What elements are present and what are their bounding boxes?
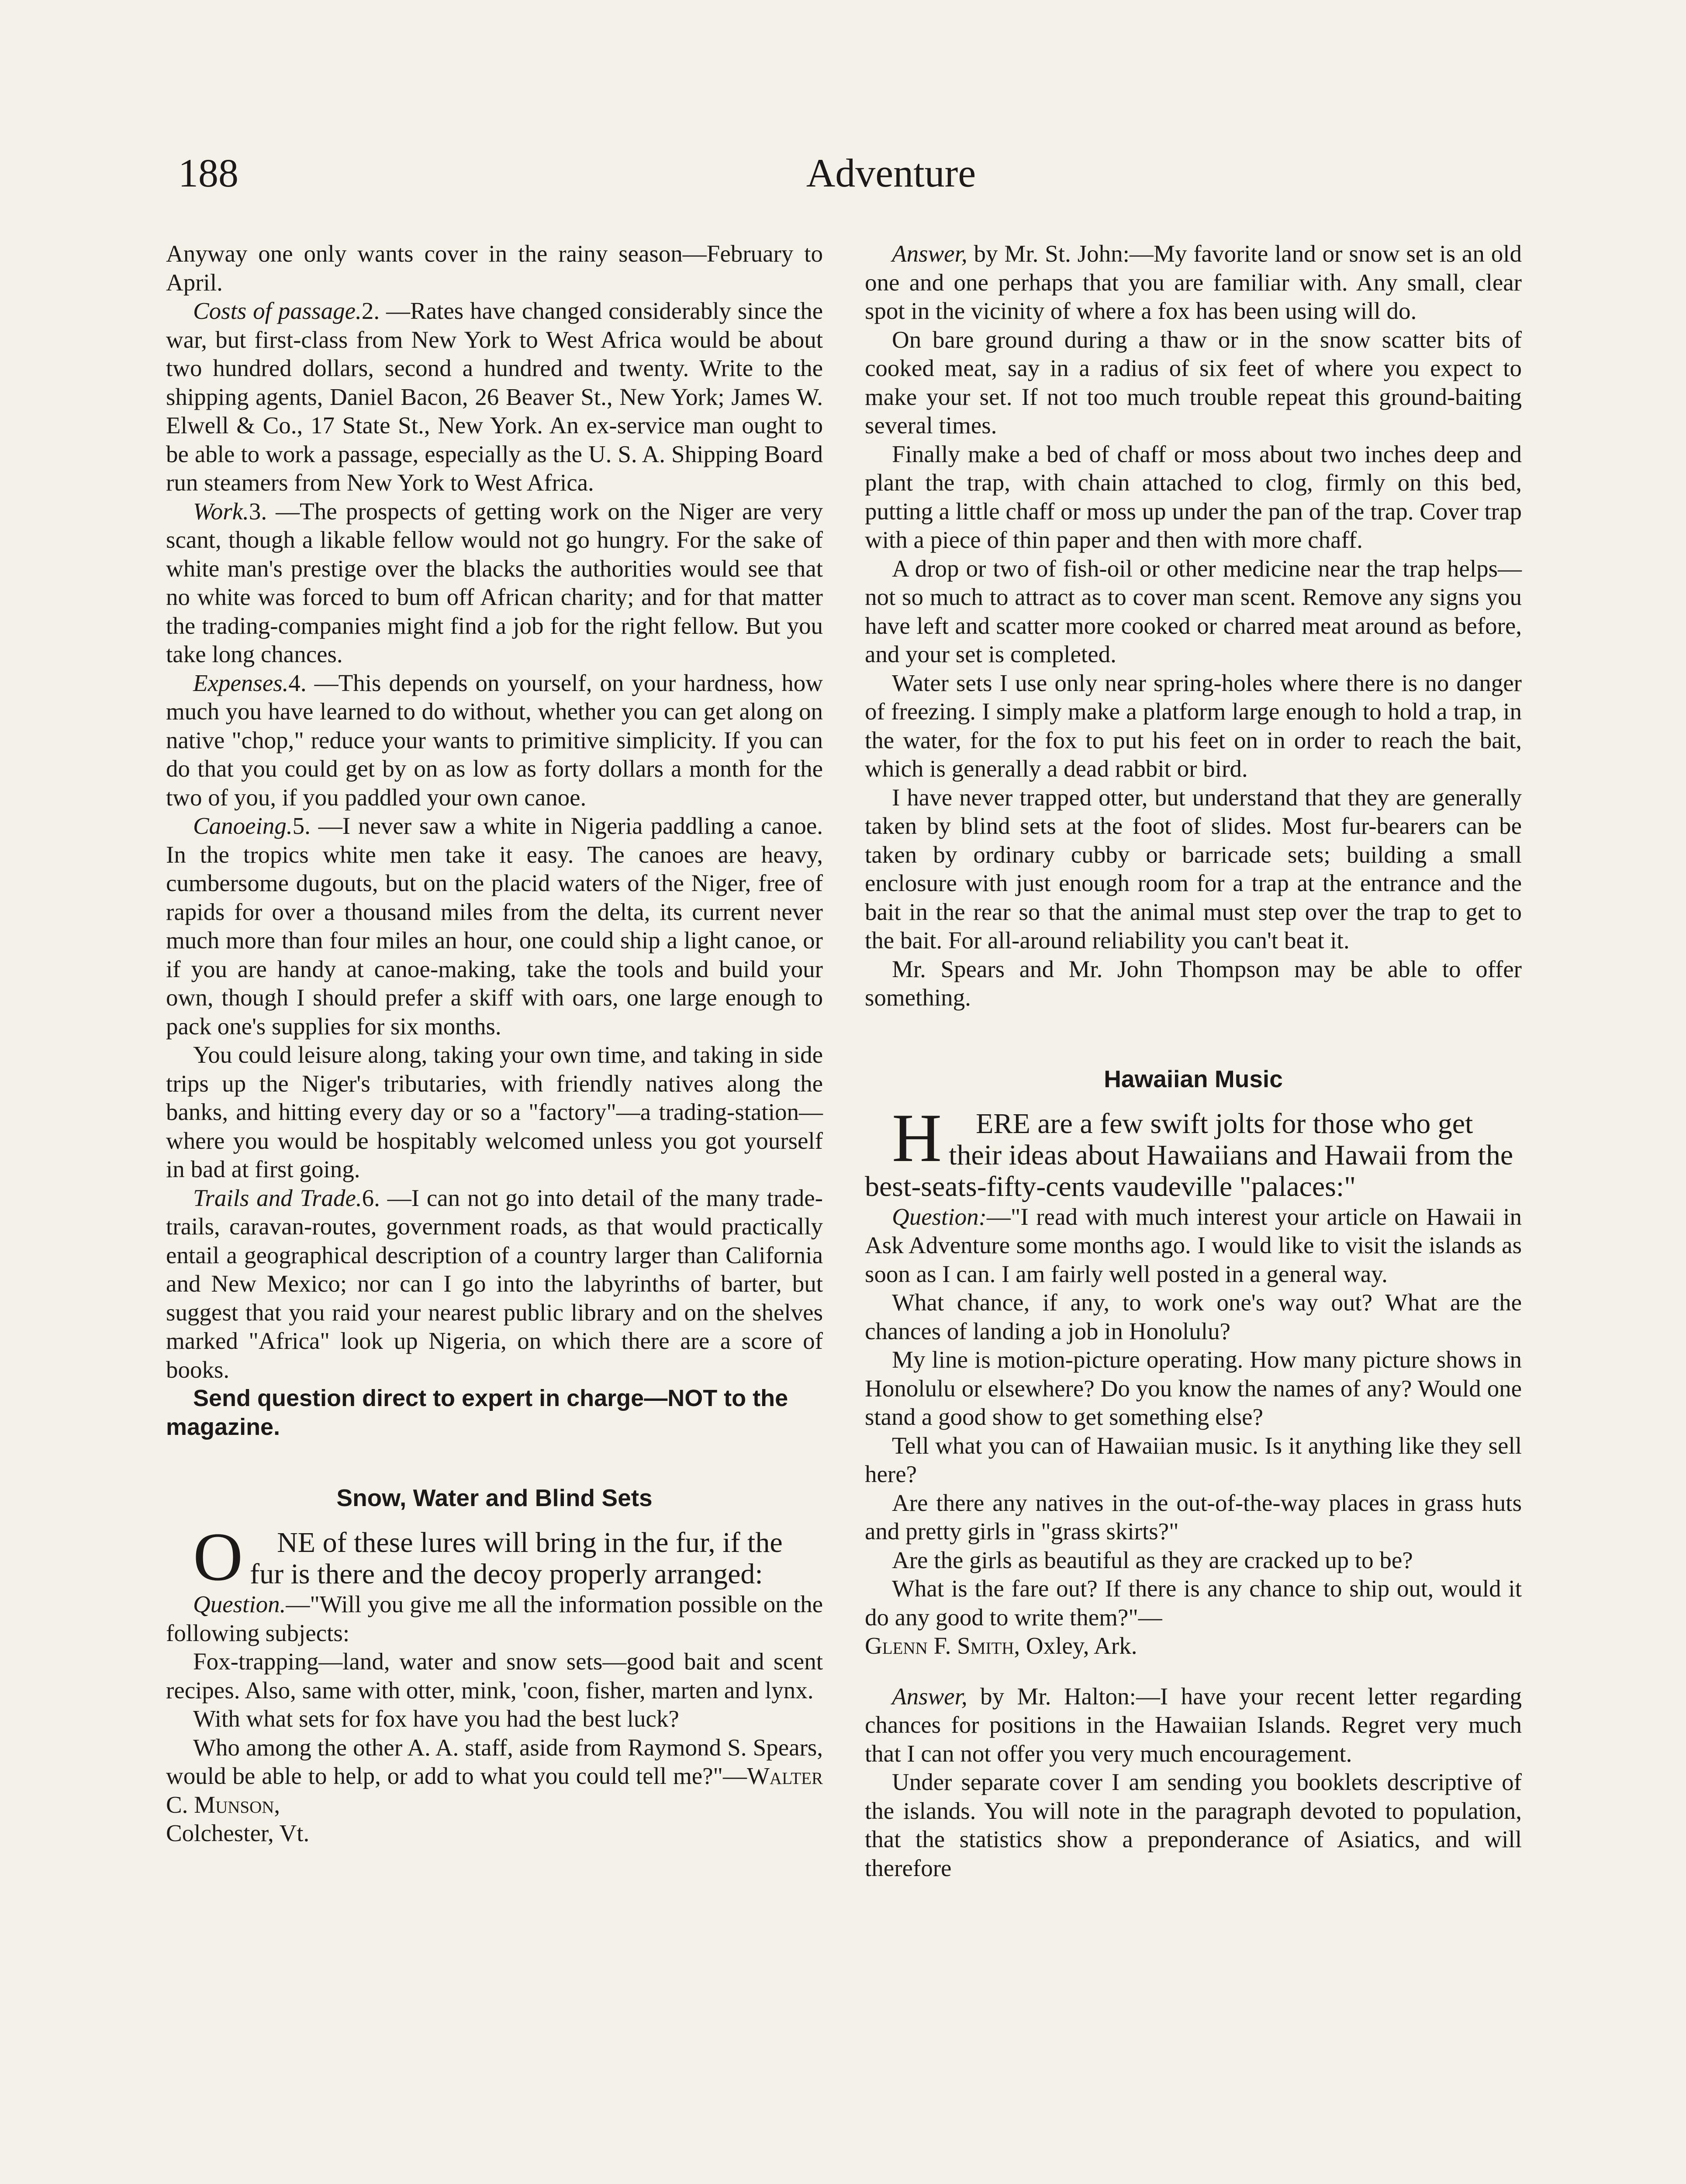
drop-cap: O: [193, 1519, 243, 1595]
paragraph-text: What is the fare out? If there is any chance to ship out, would it do any good to write them?"—: [865, 1575, 1522, 1631]
page-number: 188: [178, 151, 238, 195]
section-heading: Hawaiian Music: [1104, 1065, 1283, 1092]
answer-paragraph: [865, 239, 1522, 325]
paragraph: Are the girls as beautiful as they are cracked up to be?: [892, 1546, 1413, 1573]
paragraph-canoeing: [166, 812, 823, 1040]
paragraph-text: 2. —Rates have changed considerably since the war, but first-class from New York to West Africa would be about two hundred dollars, second a hundred and twenty. Write to the shipping agents, Daniel Bacon, 26 Beaver St., New York; James W. Elwell & Co., 17 State St., New York. An ex-service man ought to be able to work a passage, especially as the U. S. A. Shipping Board run steamers from New York to West Africa.: [166, 297, 823, 496]
paragraph-text: 3. —The prospects of getting work on the Niger are very scant, though a likable fellow would not go hungry. For the sake of white man's prestige over the blacks the authorities would see that no white was forced to bum off African charity; and for that matter the trading-companies might find a job for the right fellow. But you take long chances.: [166, 498, 823, 667]
paragraph-text: 4. —This depends on yourself, on your hardness, how much you have learned to do without, whether you can get along on native "chop," reduce your wants to primitive simplicity. If you can do that you could get by on as low as forty dollars a month for the two of you, if you paddled your own canoe.: [166, 669, 823, 811]
paragraph: Mr. Spears and Mr. John Thompson may be able to offer something.: [865, 955, 1522, 1011]
paragraph: What chance, if any, to work one's way out? What are the chances of landing a job in Honolulu?: [865, 1289, 1522, 1344]
drop-cap: H: [892, 1099, 942, 1176]
paragraph-work: [166, 497, 823, 669]
running-head: Adventure: [806, 151, 976, 195]
answer-label: Answer,: [892, 1683, 967, 1710]
paragraph: Are there any natives in the out-of-the-way places in grass huts and pretty girls in "grass skirts?": [865, 1489, 1522, 1545]
signature-place: Colchester, Vt.: [166, 1820, 310, 1846]
section-heading: Snow, Water and Blind Sets: [336, 1484, 653, 1511]
left-column: [166, 239, 823, 1848]
paragraph-text: —"Will you give me all the information possible on the following subjects:: [166, 1591, 823, 1646]
section-lede: [166, 1519, 823, 1595]
paragraph-label: Costs of passage.: [193, 297, 362, 324]
editorial-notice: Send question direct to expert in charge—NOT to the magazine.: [166, 1385, 788, 1440]
paragraph-trails: [166, 1184, 823, 1384]
paragraph: You could leisure along, taking your own time, and taking in side trips up the Niger's tributaries, with friendly natives along the banks, and hitting every day or so a "factory"—a trading-station—where you would be hospitably welcomed unless you got yourself in bad at first going.: [166, 1041, 823, 1182]
paragraph: On bare ground during a thaw or in the snow scatter bits of cooked meat, say in a radius of six feet of where you expect to make your set. If not too much trouble repeat this ground-baiting several times.: [865, 326, 1522, 439]
paragraph-text: 6. —I can not go into detail of the many trade-trails, caravan-routes, government roads, as that would practically entail a geographical description of a country larger than California and New Mexico; nor can I go into the labyrinths of barter, but suggest that you raid your nearest public library and on the shelves marked "Africa" look up Nigeria, on which there are a score of books.: [166, 1184, 823, 1383]
paragraph-costs: [166, 297, 823, 497]
answer-label: Answer,: [892, 240, 967, 267]
paragraph: Tell what you can of Hawaiian music. Is it anything like they sell here?: [865, 1432, 1522, 1487]
paragraph-text: by Mr. Halton:—I have your recent letter regarding chances for positions in the Hawaiian Islands. Regret very much that I can not offer you very much encouragement.: [865, 1683, 1522, 1767]
paragraph: A drop or two of fish-oil or other medicine near the trap helps—not so much to attract as to cover man scent. Remove any signs you have left and scatter more cooked or charred meat around as before, and your set is completed.: [865, 555, 1522, 667]
paragraph: Fox-trapping—land, water and snow sets—good bait and scent recipes. Also, same with otter, mink, 'coon, fisher, marten and lynx.: [166, 1648, 823, 1704]
paragraph-text: by Mr. St. John:—My favorite land or snow set is an old one and one perhaps that you are familiar with. Any small, clear spot in the vicinity of where a fox has been using will do.: [865, 240, 1522, 324]
paragraph: Water sets I use only near spring-holes where there is no danger of freezing. I simply make a platform large enough to hold a trap, in the water, for the fox to put his feet on in order to reach the bait, which is generally a dead rabbit or bird.: [865, 669, 1522, 782]
paragraph: My line is motion-picture operating. How many picture shows in Honolulu or elsewhere? Do you know the names of any? Would one stand a good show to get something else?: [865, 1346, 1522, 1430]
right-column: [865, 239, 1522, 1882]
question-paragraph: [166, 1590, 823, 1647]
signature: Glenn F. Smith,: [865, 1632, 1020, 1659]
paragraph-signed: [865, 1574, 1522, 1660]
signature-place: Oxley, Ark.: [1026, 1632, 1137, 1659]
paragraph-label: Expenses.: [193, 669, 289, 696]
paragraph-label: Work.: [193, 498, 249, 525]
paragraph-signed: [166, 1733, 823, 1848]
paragraph-expenses: [166, 669, 823, 812]
lede-text: ERE are a few swift jolts for those who get their ideas about Hawaiians and Hawaii from the best-seats-fifty-cents vaudeville "palaces:": [865, 1107, 1513, 1203]
signature: Walter C. Munson,: [166, 1762, 823, 1818]
question-label: Question.: [193, 1591, 286, 1617]
paragraph: I have never trapped otter, but understand that they are generally taken by blind sets at the foot of slides. Most fur-bearers can be taken by ordinary cubby or barricade sets; building a small enclosure with just enough room for a trap at the entrance and the bait in the rear so that the animal must step over the trap to get to the bait. For all-around reliability you can't beat it.: [865, 784, 1522, 954]
question-paragraph: [865, 1203, 1522, 1289]
paragraph: Finally make a bed of chaff or moss about two inches deep and plant the trap, with chain attached to clog, firmly on this bed, putting a little chaff or moss up under the pan of the trap. Cover trap with a piece of thin paper and then with more chaff.: [865, 440, 1522, 553]
paragraph-label: Canoeing.: [193, 812, 293, 839]
paragraph: Anyway one only wants cover in the rainy season—February to April.: [166, 240, 823, 296]
paragraph-text: Who among the other A. A. staff, aside from Raymond S. Spears, would be able to help, or add to what you could tell me?"—: [166, 1734, 823, 1789]
answer-paragraph: [865, 1682, 1522, 1768]
paragraph-label: Trails and Trade.: [193, 1184, 362, 1211]
section-lede: [865, 1099, 1522, 1203]
question-label: Question:: [892, 1203, 987, 1230]
paragraph: Under separate cover I am sending you booklets descriptive of the islands. You will note in the paragraph devoted to population, that the statistics show a preponderance of Asiatics, and will therefore: [865, 1769, 1522, 1881]
paragraph-text: —"I read with much interest your article on Hawaii in Ask Adventure some months ago. I would like to visit the islands as soon as I can. I am fairly well posted in a general way.: [865, 1203, 1522, 1287]
paragraph-text: 5. —I never saw a white in Nigeria paddling a canoe. In the tropics white men take it easy. The canoes are heavy, cumbersome dugouts, but on the placid waters of the Niger, free of rapids for over a thousand miles from the delta, its current never much more than four miles an hour, one could ship a light canoe, or if you are handy at canoe-making, take the tools and build your own, though I should prefer a skiff with oars, one large enough to pack one's supplies for six months.: [166, 812, 823, 1040]
lede-text: NE of these lures will bring in the fur, if the fur is there and the decoy properly arranged:: [250, 1527, 783, 1590]
paragraph: With what sets for fox have you had the best luck?: [193, 1705, 679, 1732]
